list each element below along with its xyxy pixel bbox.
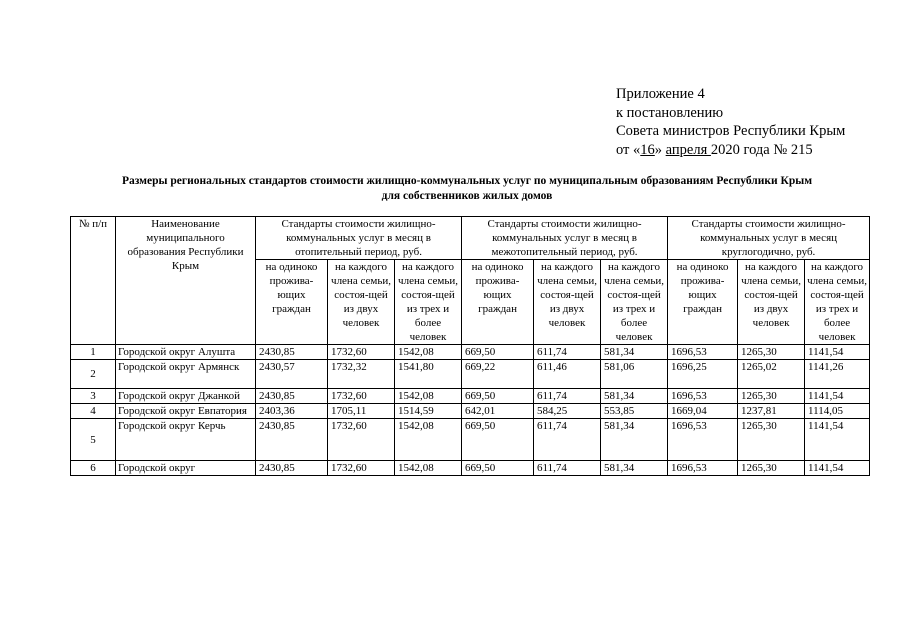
value-cell: 1696,53 [668,419,738,461]
appendix-day: 16 [640,141,655,158]
table-row [71,389,870,404]
municipality-name: Городской округ [116,461,256,476]
table-body [71,345,870,476]
value-cell: 611,74 [534,389,601,404]
municipality-name: Городской округ Евпатория [116,404,256,419]
row-number: 1 [71,345,116,360]
subheader-cell: на каждого члена семьи, состоя-щей из трех и более человек [805,260,870,345]
value-cell: 2430,85 [256,389,328,404]
header-group-yearround: Стандарты стоимости жилищно-коммунальных услуг в месяц круглогодично, руб. [668,217,870,260]
value-cell: 1265,30 [738,389,805,404]
value-cell: 581,34 [601,461,668,476]
header-num: № п/п [71,217,116,345]
value-cell: 2403,36 [256,404,328,419]
value-cell: 1696,53 [668,345,738,360]
value-cell: 584,25 [534,404,601,419]
value-cell: 1141,26 [805,360,870,389]
subheader-cell: на каждого члена семьи, состоя-щей из двух человек [738,260,805,345]
value-cell: 581,34 [601,419,668,461]
value-cell: 1265,30 [738,345,805,360]
value-cell: 1141,54 [805,419,870,461]
table-header [71,217,870,345]
document-title: Размеры региональных стандартов стоимости жилищно-коммунальных услуг по муниципальным образованиям Республики Крым для собственников жилых домов [121,175,813,202]
value-cell: 669,50 [462,419,534,461]
value-cell: 611,46 [534,360,601,389]
row-number: 4 [71,404,116,419]
subheader-cell: на одиноко прожива-ющих граждан [668,260,738,345]
subheader-cell: на каждого члена семьи, состоя-щей из двух человек [534,260,601,345]
value-cell: 669,50 [462,461,534,476]
subheader-cell: на одиноко прожива-ющих граждан [256,260,328,345]
table-row [71,404,870,419]
row-number: 6 [71,461,116,476]
value-cell: 1237,81 [738,404,805,419]
value-cell: 1141,54 [805,461,870,476]
value-cell: 1542,08 [395,461,462,476]
value-cell: 1141,54 [805,389,870,404]
value-cell: 2430,85 [256,419,328,461]
value-cell: 611,74 [534,461,601,476]
municipality-name: Городской округ Джанкой [116,389,256,404]
value-cell: 611,74 [534,419,601,461]
subheader-cell: на каждого члена семьи, состоя-щей из трех и более человек [395,260,462,345]
standards-table [70,216,870,476]
appendix-authority: Совета министров Республики Крым [616,123,846,139]
value-cell: 669,50 [462,345,534,360]
value-cell: 1514,59 [395,404,462,419]
value-cell: 669,22 [462,360,534,389]
subheader-cell: на каждого члена семьи, состоя-щей из двух человек [328,260,395,345]
municipality-name: Городской округ Алушта [116,345,256,360]
municipality-name: Городской округ Армянск [116,360,256,389]
value-cell: 1732,60 [328,461,395,476]
row-number: 3 [71,389,116,404]
row-number: 2 [71,360,116,389]
value-cell: 1732,60 [328,419,395,461]
value-cell: 581,34 [601,345,668,360]
value-cell: 1705,11 [328,404,395,419]
value-cell: 1542,08 [395,389,462,404]
subheader-cell: на каждого члена семьи, состоя-щей из трех и более человек [601,260,668,345]
value-cell: 2430,85 [256,461,328,476]
value-cell: 1696,53 [668,461,738,476]
appendix-block [616,85,845,159]
subheader-cell: на одиноко прожива-ющих граждан [462,260,534,345]
value-cell: 1265,30 [738,461,805,476]
header-name: Наименование муниципального образования Республики Крым [116,217,256,345]
value-cell: 2430,85 [256,345,328,360]
value-cell: 642,01 [462,404,534,419]
value-cell: 553,85 [601,404,668,419]
value-cell: 1732,60 [328,345,395,360]
value-cell: 1669,04 [668,404,738,419]
value-cell: 1696,53 [668,389,738,404]
appendix-ref: к постановлению [616,104,724,121]
value-cell: 1541,80 [395,360,462,389]
value-cell: 1732,32 [328,360,395,389]
appendix-month: апреля [665,141,711,158]
value-cell: 1141,54 [805,345,870,360]
table-row [71,461,870,476]
value-cell: 669,50 [462,389,534,404]
appendix-date: от «16» апреля 2020 года № 215 [616,141,813,158]
value-cell: 1696,25 [668,360,738,389]
appendix-title: Приложение 4 [616,86,705,102]
value-cell: 611,74 [534,345,601,360]
table-row [71,345,870,360]
value-cell: 1265,02 [738,360,805,389]
value-cell: 1542,08 [395,345,462,360]
municipality-name: Городской округ Керчь [116,419,256,461]
value-cell: 581,34 [601,389,668,404]
value-cell: 1542,08 [395,419,462,461]
table-row [71,360,870,389]
table-row [71,419,870,461]
header-group-nonheating: Стандарты стоимости жилищно-коммунальных услуг в месяц в межотопительный период, руб. [462,217,668,260]
value-cell: 581,06 [601,360,668,389]
value-cell: 1265,30 [738,419,805,461]
value-cell: 1114,05 [805,404,870,419]
header-group-heating: Стандарты стоимости жилищно-коммунальных услуг в месяц в отопительный период, руб. [256,217,462,260]
row-number: 5 [71,419,116,461]
value-cell: 1732,60 [328,389,395,404]
value-cell: 2430,57 [256,360,328,389]
